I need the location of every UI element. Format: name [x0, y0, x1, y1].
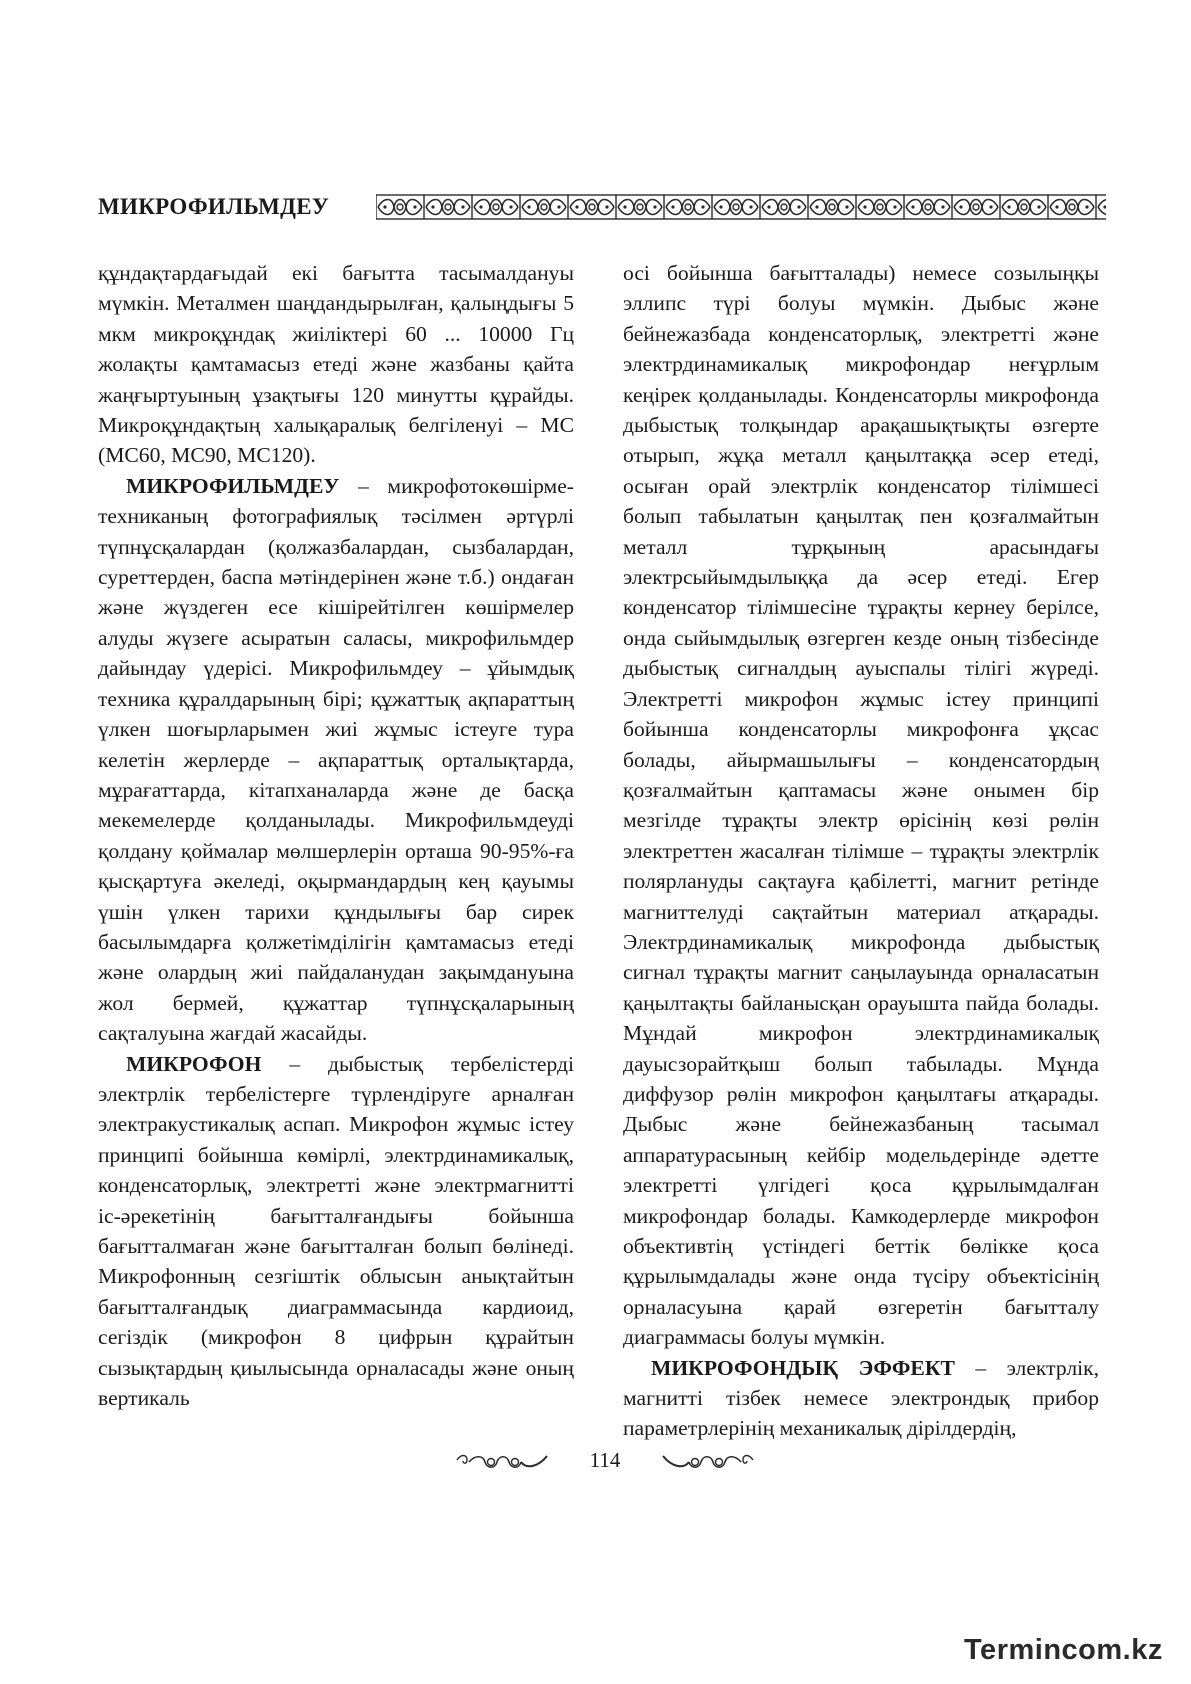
- ornamental-border-icon: [376, 192, 1106, 222]
- page-footer: [455, 1448, 755, 1478]
- entry-text: – электрлік, магнитті тізбек немесе электрондық прибор параметрлерінің механикалық дірілдердің,: [623, 1355, 1099, 1441]
- entry-term: МИКРОФИЛЬМДЕУ: [126, 473, 340, 498]
- entry-text: – дыбыстық тербелістерді электрлік тербелістерге түрлендіруге арналған электракустикалық аспап. Микрофон жұмыс істеу принципі бойынша көмірлі, электрдинамикалық, конденсаторлық, электретті және электрмагнитті іс-әрекетінің бағытталғандығы бойынша бағытталмаған және бағытталған болып бөлінеді. Микрофонның сезгіштік облысын анықтайтын бағытталғандық диаграммасында кардиоид, сегіздік (микрофон 8 цифрын құрайтын сызықтардың қиылысында орналасады және оның вертикаль: [98, 1051, 574, 1411]
- running-header: [98, 192, 1108, 226]
- header-title: МИКРОФИЛЬМДЕУ: [98, 194, 330, 219]
- entry-text: – микрофотокөшірме-техниканың фотографиялық тәсілмен әртүрлі түпнұсқалардан (қолжазбалардан, сызбалардан, суреттерден, баспа мәтіндерінен және т.б.) ондаған және жүздеген есе кішірейтілген көшірмелер алуды жүзеге асыратын саласы, микрофильмдер дайындау үдерісі. Микрофильмдеу – ұйымдық техника құралдарының бірі; құжаттық ақпараттың үлкен шоғырларымен жиі жұмыс істеуге тура келетін жерлерде – ақпараттық орталықтарда, мұрағаттарда, кітапханаларда және де басқа мекемелерде қолданылады. Микрофильмдеуді қолдану қоймалар мөлшерлерін орташа 90-95%-ға қысқартуға әкеледі, оқырмандардың кең қауымы үшін үлкен тарихи құндылығы бар сирек басылымдарға қолжетімділігін қамтамасыз етеді және олардың жиі пайдаланудан зақымдануына жол бермей, құжаттар түпнұсқаларының сақталуына жағдай жасайды.: [98, 473, 574, 1046]
- scroll-ornament-icon: [660, 1452, 755, 1472]
- site-watermark: Termincom.kz: [964, 1634, 1163, 1666]
- entry-microphonic-effect: [623, 1353, 1099, 1444]
- entry-term: МИКРОФОН: [126, 1051, 262, 1076]
- left-column: [98, 258, 574, 1413]
- entry-microphone: [98, 1049, 574, 1414]
- entry-term: МИКРОФОНДЫҚ ЭФФЕКТ: [651, 1355, 955, 1380]
- page-number: 114: [589, 1448, 621, 1472]
- continued-paragraph: осі бойынша бағытталады) немесе созылыңқы эллипс түрі болуы мүмкін. Дыбыс және бейнежазбада конденсаторлық, электретті және электрдинамикалық микрофондар неғұрлым кеңірек қолданылады. Конденсаторлы микрофонда дыбыстық толқындар арақашықтықты өзгерте отырып, жұқа металл қаңылтаққа әсер етеді, осыған орай электрлік конденсатор тілімшесі болып табылатын қаңылтақ пен қозғалмайтын металл тұрқының арасындағы электрсыйымдылыққа да әсер етеді. Егер конденсатор тілімшесіне тұрақты кернеу берілсе, онда сыйымдылық өзгерген кезде оның тізбесінде дыбыстық сигналдың ауыспалы тілігі жүреді. Электретті микрофон жұмыс істеу принципі бойынша конденсаторлы микрофонға ұқсас болады, айырмашылығы – конденсатордың қозғалмайтын қаптамасы және онымен бір мезгілде тұрақты электр өрісінің көзі рөлін электреттен жасалған тілімше – тұрақты электрлік полярлануды сақтауға қабілетті, магнит ретінде магниттелуді сақтайтын материал атқарады. Электрдинамикалық микрофонда дыбыстық сигнал тұрақты магнит саңылауында орналасатын қаңылтақты байланысқан орауышта пайда болады. Мұндай микрофон электрдинамикалық дауысзорайтқыш болып табылады. Мұнда диффузор рөлін микрофон қаңылтағы атқарады. Дыбыс және бейнежазбаның тасымал аппаратурасының кейбір модельдерінде әдетте электретті үлгідегі қоса құрылымдалған микрофондар болады. Камкодерлерде микрофон объективтің үстіндегі беттік бөлікке қоса құрылымдалады және онда түсіру объектісінің орналасуына қарай өзгеретін бағытталу диаграммасы болуы мүмкін.: [623, 261, 1099, 1350]
- right-column: [623, 258, 1099, 1444]
- entry-microfilming: [98, 471, 574, 1049]
- continued-paragraph: құндақтардағыдай екі бағытта тасымалдануы мүмкін. Металмен шаңдандырылған, қалыңдығы 5 мкм микроқұндақ жиіліктері 60 ... 10000 Гц жолақты қамтамасыз етеді және жазбаны қайта жаңғыртуының ұзақтығы 120 минутты құрайды. Микроқұндақтың халықаралық белгіленуі – МС (МС60, МС90, МС120).: [98, 261, 574, 468]
